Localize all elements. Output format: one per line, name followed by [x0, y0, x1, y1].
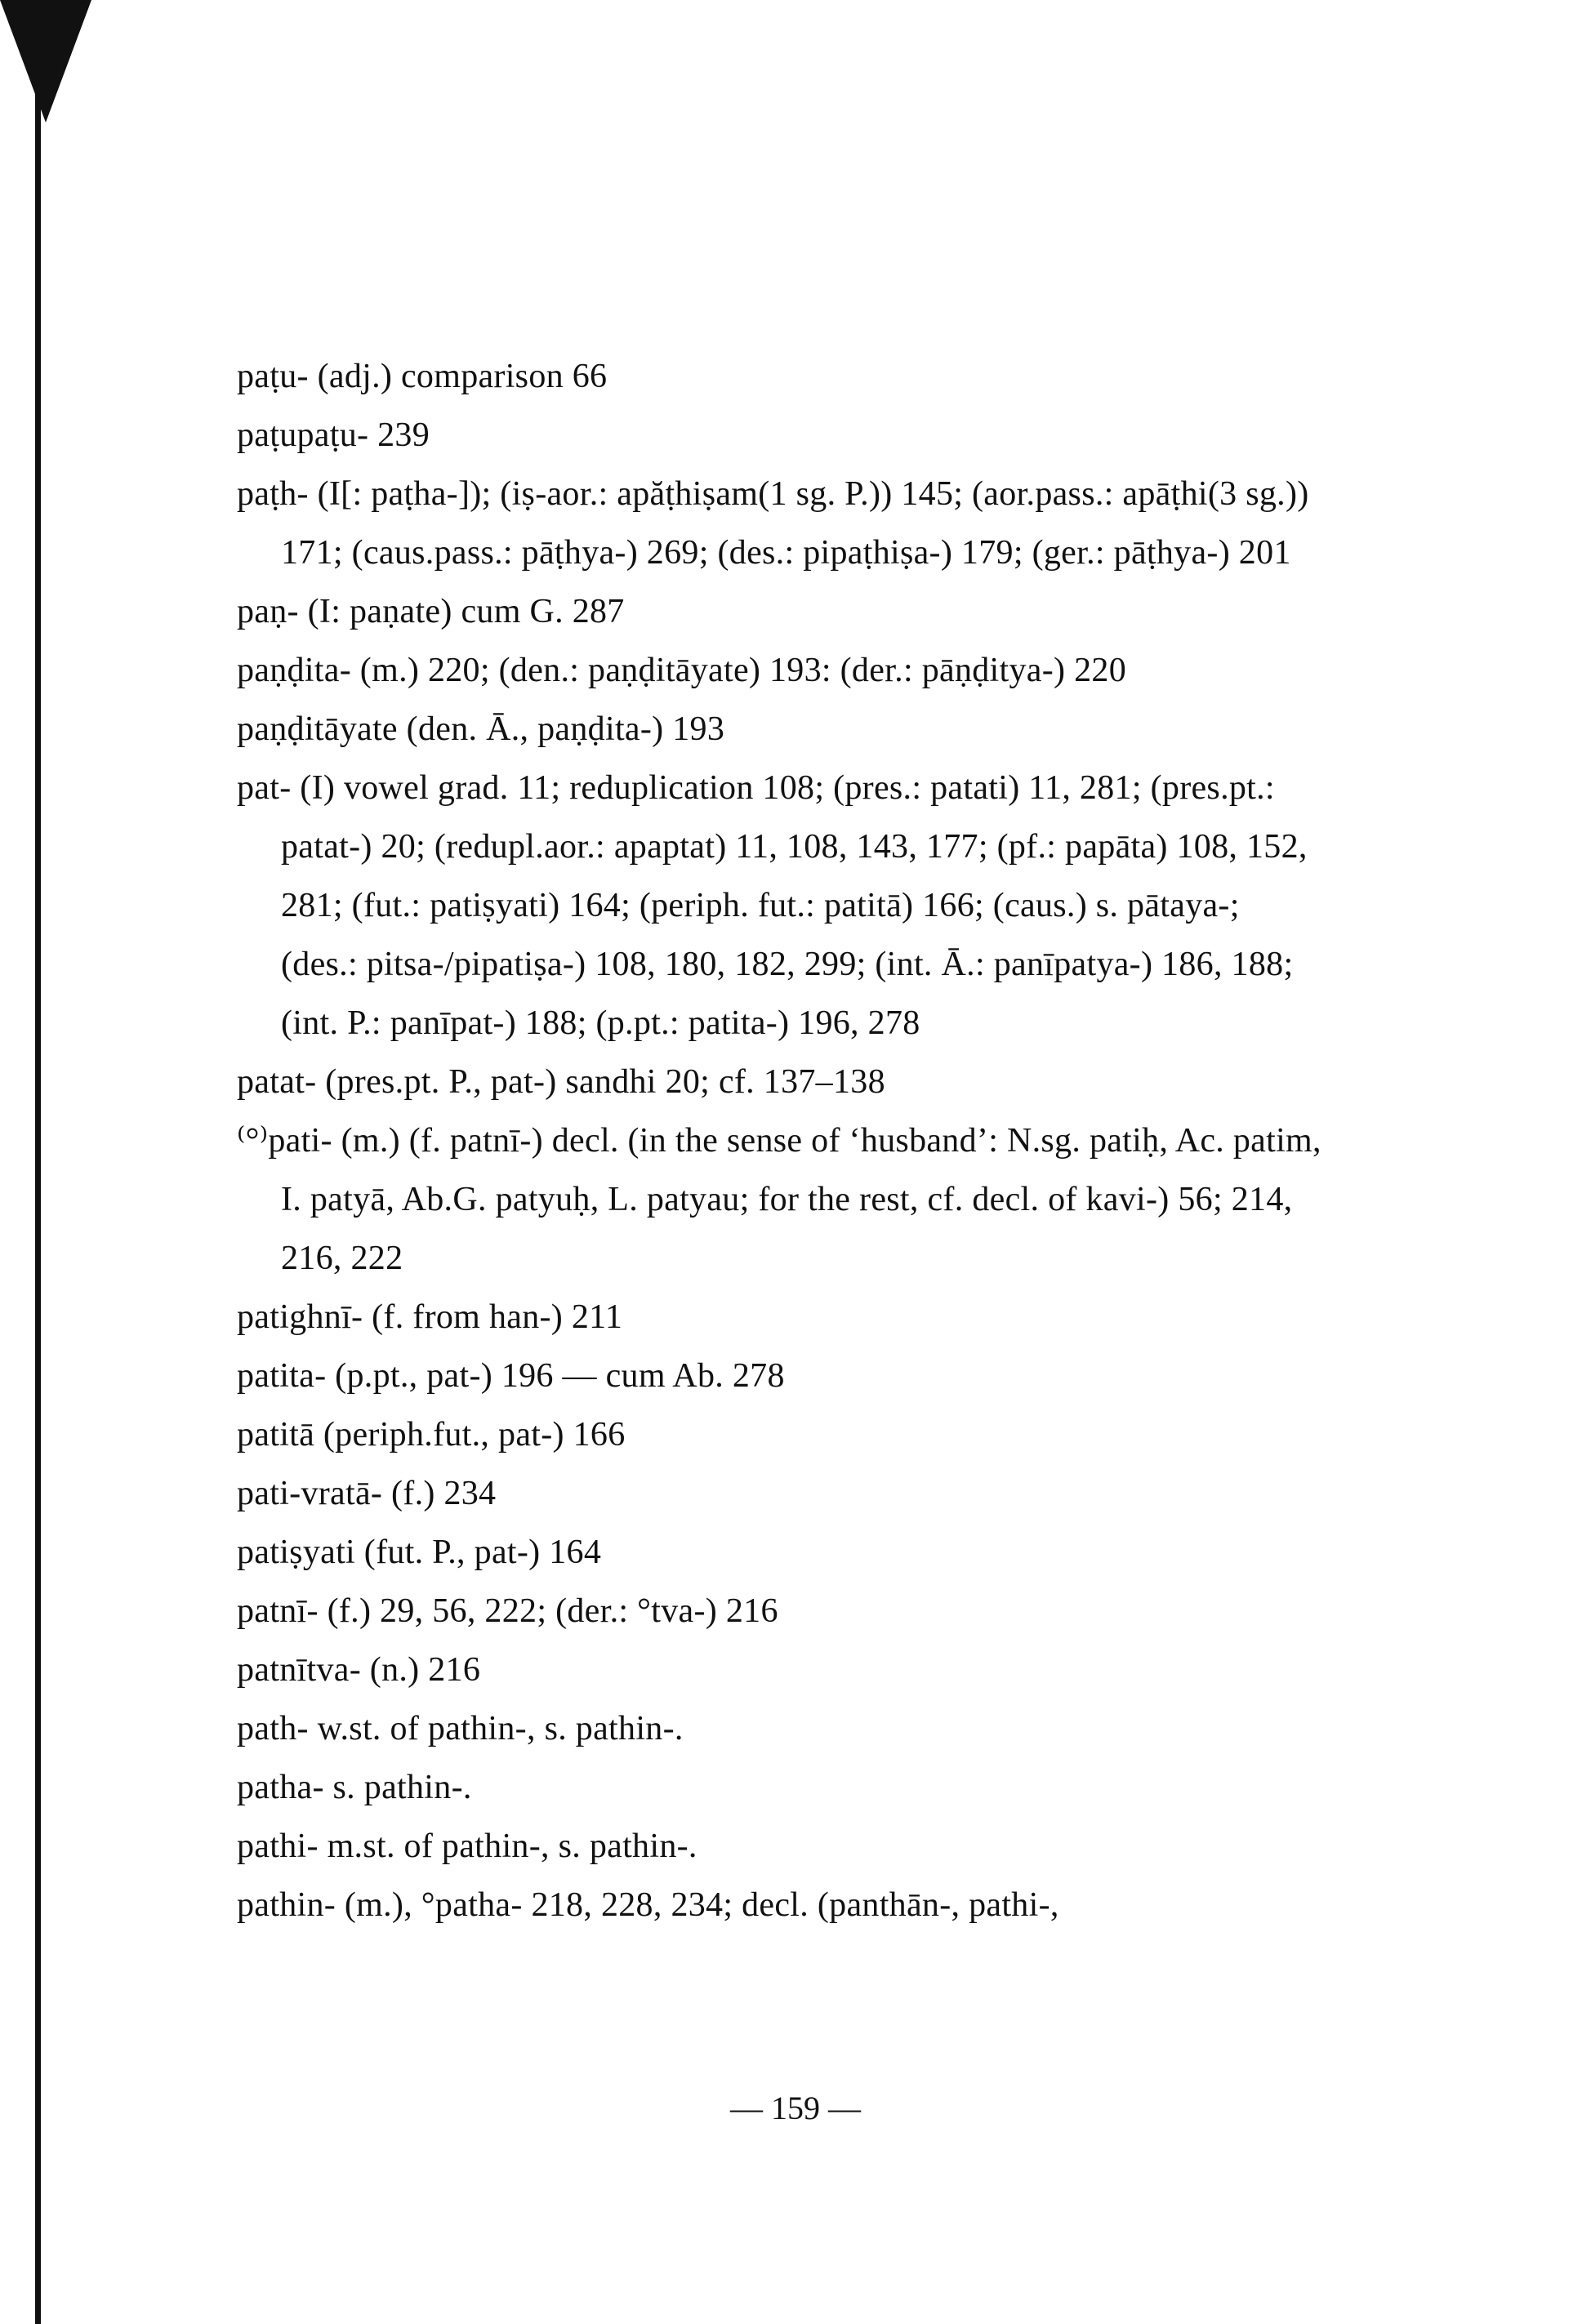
- index-entry: pati-vratā- (f.) 234: [237, 1475, 497, 1512]
- index-entry: patighnī- (f. from han-) 211: [237, 1298, 623, 1336]
- index-entry: patat- (pres.pt. P., pat-) sandhi 20; cf. 137–138: [237, 1063, 885, 1101]
- index-entry: patitā (periph.fut., pat-) 166: [237, 1416, 626, 1454]
- binding-edge-mark: [0, 0, 91, 122]
- index-entries: [237, 347, 1323, 1934]
- index-entry: patnītva- (n.) 216: [237, 1651, 481, 1689]
- binding-edge-line: [35, 0, 41, 2324]
- index-entry: ⁽°⁾pati- (m.) (f. patnī-) decl. (in the sense of ‘husband’: N.sg. patiḥ, Ac. patim, I. patyā, Ab.G. patyuḥ, L. patyau; for the rest, cf. decl. of kavi-) 56; 214, 216, 222: [237, 1122, 1321, 1277]
- index-entry: patnī- (f.) 29, 56, 222; (der.: °tva-) 216: [237, 1592, 778, 1630]
- index-entry: paṭupaṭu- 239: [237, 416, 430, 454]
- index-entry: patiṣyati (fut. P., pat-) 164: [237, 1534, 602, 1571]
- page-number: — 159 —: [730, 2090, 861, 2126]
- index-entry: pat- (I) vowel grad. 11; reduplication 108; (pres.: patati) 11, 281; (pres.pt.: patat-) 20; (redupl.aor.: apaptat) 11, 108, 143, 177; (pf.: papāta) 108, 152, 281; (fut.: patiṣyati) 164; (periph. fut.: patitā) 166; (caus.) s. pātaya-; (des.: pitsa-/pipatiṣa-) 108, 180, 182, 299; (int. Ā.: panīpatya-) 186, 188; (int. P.: panīpat-) 188; (p.pt.: patita-) 196, 278: [237, 769, 1308, 1042]
- index-entry: paṇḍitāyate (den. Ā., paṇḍita-) 193: [237, 710, 725, 748]
- index-entry: paṭu- (adj.) comparison 66: [237, 358, 608, 395]
- index-entry: patha- s. pathin-.: [237, 1769, 472, 1806]
- index-entry: paṭh- (I[: paṭha-]); (iṣ-aor.: apăṭhiṣam(1 sg. P.)) 145; (aor.pass.: apāṭhi(3 sg.)) 171; (caus.pass.: pāṭhya-) 269; (des.: pipaṭhiṣa-) 179; (ger.: pāṭhya-) 201: [237, 475, 1309, 572]
- index-entry: pathi- m.st. of pathin-, s. pathin-.: [237, 1828, 697, 1865]
- index-entry: path- w.st. of pathin-, s. pathin-.: [237, 1710, 684, 1747]
- index-entry: paṇḍita- (m.) 220; (den.: paṇḍitāyate) 193: (der.: pāṇḍitya-) 220: [237, 652, 1127, 689]
- index-entry: patita- (p.pt., pat-) 196 — cum Ab. 278: [237, 1357, 785, 1395]
- index-entry: pathin- (m.), °patha- 218, 228, 234; decl. (panthān-, pathi-,: [237, 1886, 1059, 1924]
- index-entry: paṇ- (I: paṇate) cum G. 287: [237, 593, 625, 630]
